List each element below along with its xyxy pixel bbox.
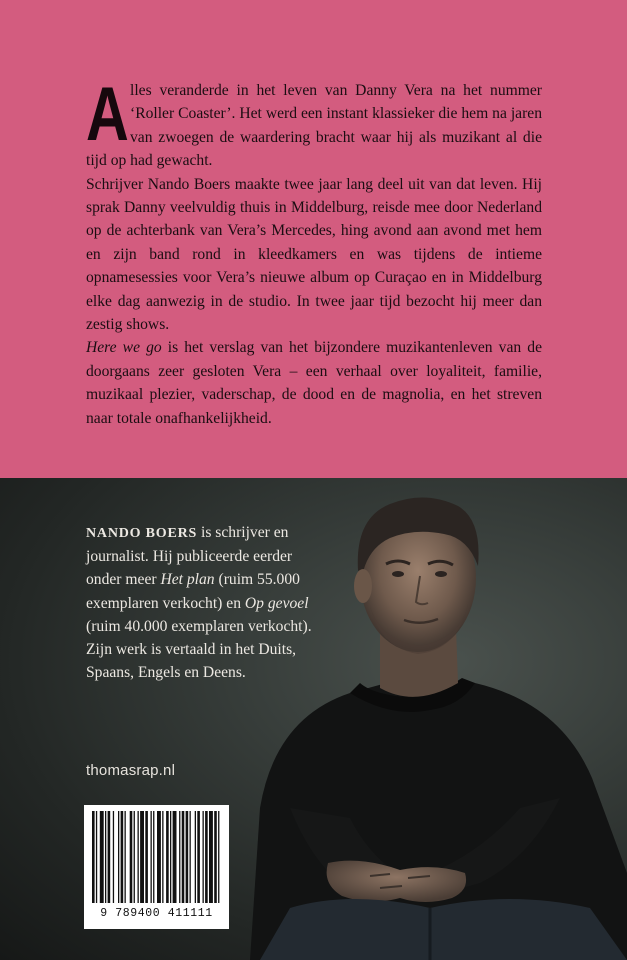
barcode-bar: [108, 811, 111, 903]
barcode-bar: [179, 811, 180, 903]
barcode-bar: [130, 811, 133, 903]
author-bio: [86, 521, 326, 684]
barcode-bar: [140, 811, 144, 903]
barcode-bar: [121, 811, 124, 903]
publisher-website: thomasrap.nl: [86, 762, 176, 779]
author-panel: [0, 478, 627, 960]
blurb-paragraph-1-text: lles veranderde in het leven van Danny Vera na het nummer ‘Roller Coaster’. Het werd een instant klassieker die hem na jaren van zwoegen de waardering bracht waar hij als muzikant al die tijd op had gewacht.: [86, 82, 542, 170]
barcode-bar: [125, 811, 126, 903]
barcode-bar: [173, 811, 177, 903]
barcode-bar: [157, 811, 161, 903]
barcode-bar: [170, 811, 171, 903]
barcode-bar: [151, 811, 152, 903]
front-blurb-panel: [0, 0, 627, 478]
barcode-bar: [100, 811, 104, 903]
blurb-paragraph-1: [86, 72, 542, 173]
barcode-bar: [96, 811, 97, 903]
book-title-italic: Here we go: [86, 339, 162, 357]
blurb-paragraph-2: Schrijver Nando Boers maakte twee jaar lang deel uit van dat leven. Hij sprak Danny veelvuldig thuis in Middelburg, reisde mee door Nederland op de achterbank van Vera’s Mercedes, hing avond aan avond met hem en zijn band rond in kleedkamers en was tijdens de intieme opnamesessies voor Vera’s nieuwe album op Curaçao en in Middelburg elke dag aanwezig in de studio. In twee jaar tijd bezocht hij meer dan zestig shows.: [86, 175, 542, 334]
barcode-bar: [134, 811, 135, 903]
isbn-barcode: [84, 805, 229, 929]
barcode-bar: [195, 811, 196, 903]
bio-text-2: (ruim 55.000 exemplaren verkocht) en: [86, 571, 300, 612]
barcode-bar: [209, 811, 213, 903]
barcode-bar: [197, 811, 200, 903]
barcode-bar: [92, 811, 95, 903]
barcode-bar: [166, 811, 169, 903]
barcode-bar: [214, 811, 217, 903]
barcode-bar: [105, 811, 106, 903]
barcode-bar: [145, 811, 148, 903]
book-title-het-plan: Het plan: [160, 571, 215, 589]
isbn-number: 9 789400 411111: [100, 907, 213, 920]
barcode-bar: [138, 811, 139, 903]
blurb-paragraph-3: [86, 336, 542, 430]
barcode-bar: [190, 811, 191, 903]
barcode-bar: [153, 811, 154, 903]
barcode-bar: [186, 811, 189, 903]
barcode-bar: [205, 811, 208, 903]
barcode-bar: [162, 811, 163, 903]
barcode-bar: [113, 811, 114, 903]
bio-text-3: (ruim 40.000 exemplaren verkocht). Zijn werk is vertaald in het Duits, Spaans, Engels en Deens.: [86, 617, 312, 682]
barcode-bar: [118, 811, 119, 903]
barcode-bar: [182, 811, 185, 903]
author-name: NANDO BOERS: [86, 526, 198, 541]
blurb-text: [86, 72, 542, 430]
blurb-paragraph-3-text: is het verslag van het bijzondere muzikantenleven van de doorgaans zeer gesloten Vera – een verhaal over loyaliteit, familie, muzikaal plezier, vaderschap, de dood en de magnolia, en het streven naar totale onafhankelijkheid.: [86, 339, 542, 427]
book-title-op-gevoel: Op gevoel: [244, 594, 309, 612]
drop-cap-letter: A: [86, 72, 129, 157]
barcode-bar: [218, 811, 219, 903]
bio-text-1: is schrijver en journalist. Hij publiceerde eerder onder meer: [86, 524, 293, 589]
barcode-bar: [203, 811, 204, 903]
